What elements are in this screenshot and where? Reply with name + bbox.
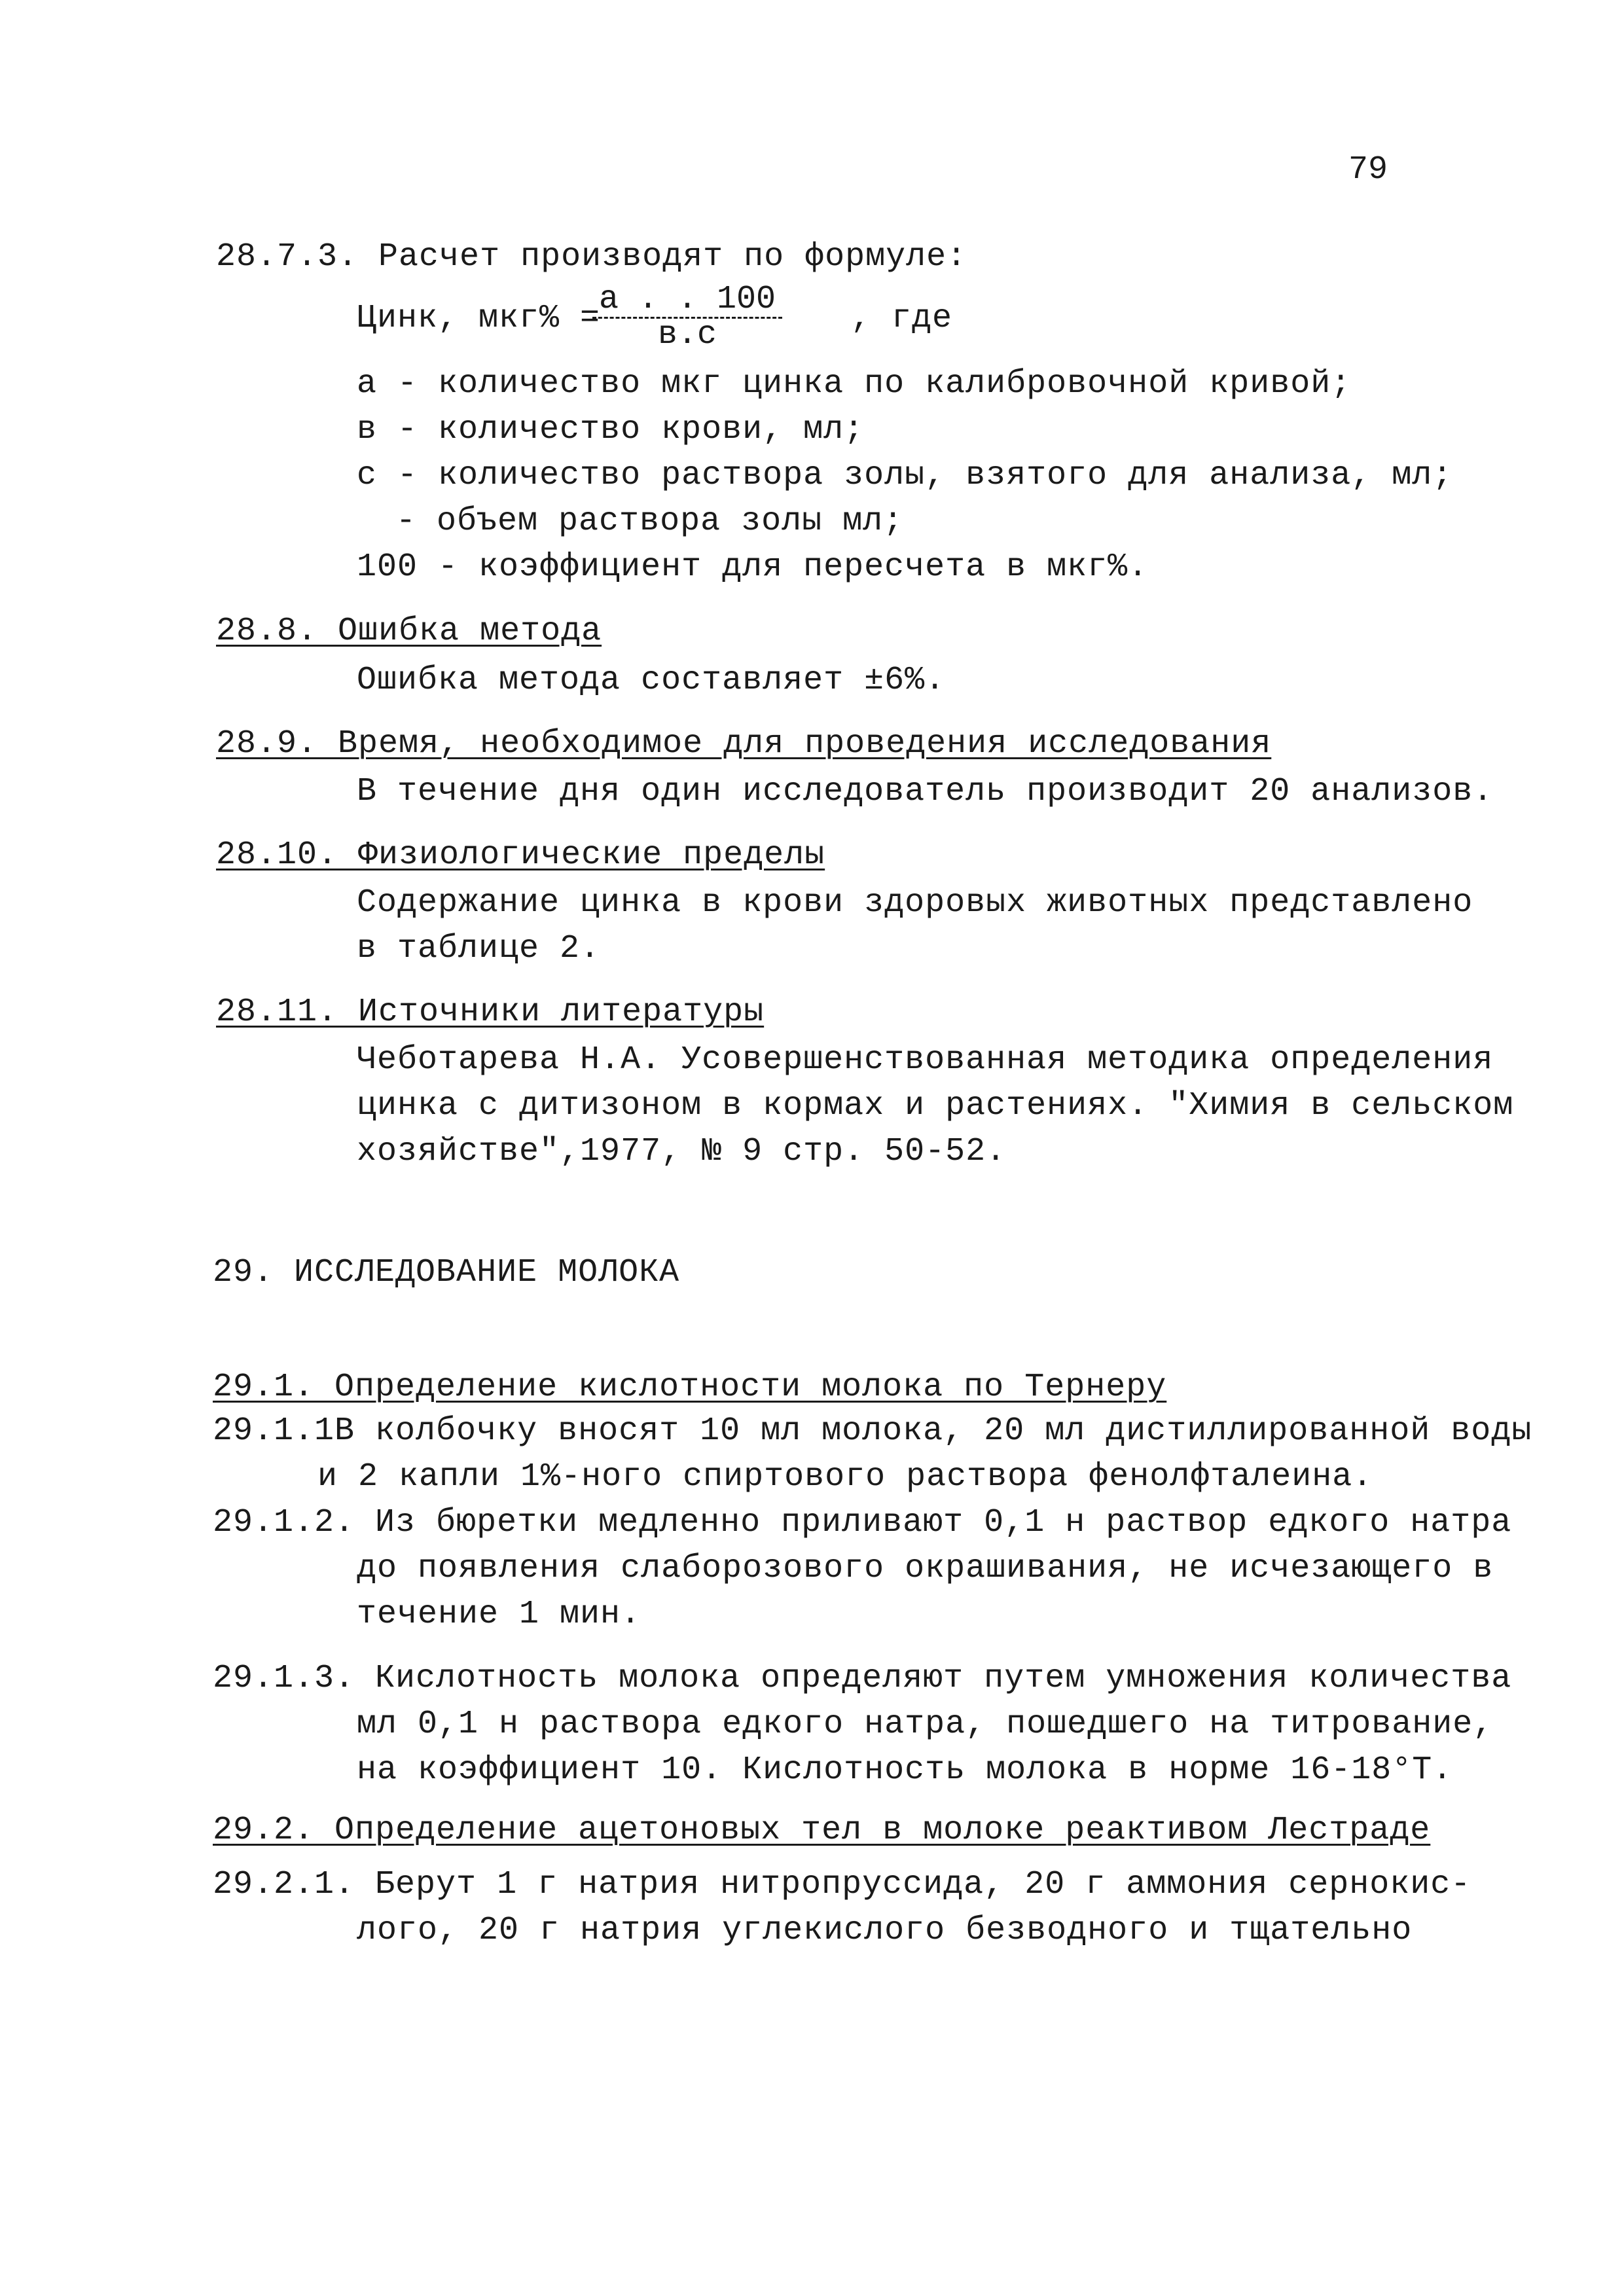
section-heading-29-2: 29.2. Определение ацетоновых тел в молоке реактивом Лестраде: [213, 1812, 1431, 1849]
section-heading-28-11: 28.11. Источники литературы: [216, 994, 765, 1031]
chapter-heading-29: 29. ИССЛЕДОВАНИЕ МОЛОКА: [213, 1254, 680, 1291]
formula-denominator: в.с: [658, 316, 717, 353]
reference-text: хозяйстве",1977, № 9 стр. 50-52.: [357, 1133, 1007, 1170]
formula-lhs: Цинк, мкг% =: [357, 300, 601, 337]
definition-line: - объем раствора золы мл;: [396, 503, 904, 540]
formula-fraction: [592, 283, 782, 351]
paragraph-line: на коэффициент 10. Кислотность молока в норме 16-18°Т.: [357, 1751, 1453, 1789]
definition-line: 100 - коэффициент для пересчета в мкг%.: [357, 548, 1149, 586]
reference-text: Чеботарева Н.А. Усовершенствованная методика определения: [357, 1041, 1494, 1079]
paragraph-line: течение 1 мин.: [357, 1596, 641, 1633]
section-heading-28-8: 28.8. Ошибка метода: [216, 613, 602, 650]
reference-text: цинка с дитизоном в кормах и растениях. "Химия в сельском: [357, 1087, 1514, 1124]
definition-line: в - количество крови, мл;: [357, 411, 865, 448]
formula-numerator: а . . 100: [592, 283, 782, 319]
definition-line: а - количество мкг цинка по калибровочной кривой;: [357, 365, 1352, 403]
definition-line: с - количество раствора золы, взятого для анализа, мл;: [357, 457, 1453, 494]
paragraph-line: до появления слаборозового окрашивания, не исчезающего в: [357, 1550, 1494, 1587]
paragraph-line: и 2 капли 1%-ного спиртового раствора фенолфталеина.: [317, 1458, 1373, 1496]
paragraph-line: 29.1.1В колбочку вносят 10 мл молока, 20 мл дистиллированной воды: [213, 1412, 1532, 1450]
formula-tail: , где: [851, 300, 953, 337]
section-text: Содержание цинка в крови здоровых животных представлено: [357, 884, 1473, 922]
section-text: В течение дня один исследователь производит 20 анализов.: [357, 773, 1494, 810]
page-number: 79: [1348, 151, 1388, 188]
paragraph-line: 29.1.3. Кислотность молока определяют путем умножения количества: [213, 1660, 1512, 1697]
section-heading-29-1: 29.1. Определение кислотности молока по Тернеру: [213, 1369, 1167, 1406]
paragraph-line: мл 0,1 н раствора едкого натра, пошедшего на титрование,: [357, 1706, 1494, 1743]
paragraph-line: лого, 20 г натрия углекислого безводного и тщательно: [357, 1912, 1413, 1949]
section-text: в таблице 2.: [357, 930, 601, 967]
section-heading-28-7-3: 28.7.3. Расчет производят по формуле:: [216, 238, 967, 276]
section-heading-28-10: 28.10. Физиологические пределы: [216, 836, 825, 874]
paragraph-line: 29.1.2. Из бюретки медленно приливают 0,1 н раствор едкого натра: [213, 1504, 1512, 1541]
paragraph-line: 29.2.1. Берут 1 г натрия нитропруссида, 20 г аммония сернокис-: [213, 1866, 1471, 1903]
section-heading-28-9: 28.9. Время, необходимое для проведения исследования: [216, 725, 1272, 762]
section-text: Ошибка метода составляет ±6%.: [357, 662, 946, 699]
